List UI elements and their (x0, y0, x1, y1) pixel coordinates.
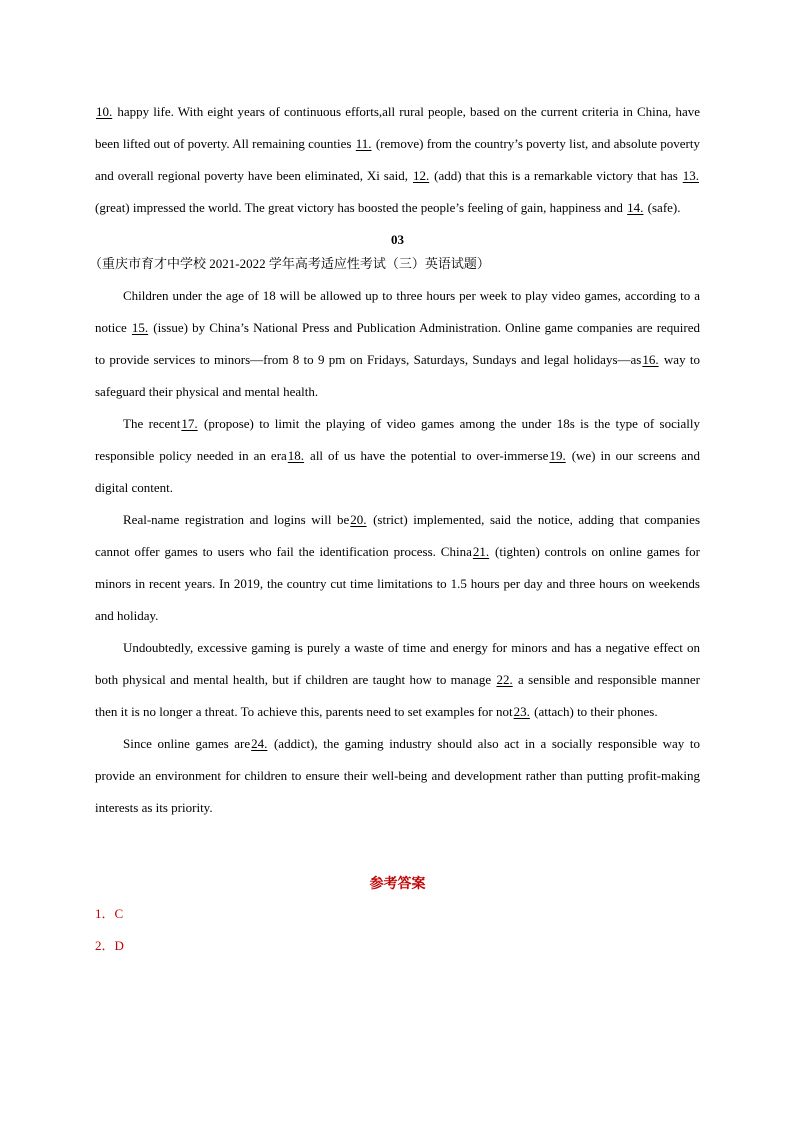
paragraph-4 (95, 632, 700, 728)
blank-10: 10. (96, 104, 113, 119)
blank-22: 22. (496, 672, 513, 687)
text: way to safeguard their physical and mental health. (95, 352, 700, 399)
text: (tighten) controls on online games for minors in recent years. In 2019, the country cut time limitations to 1.5 hours per day and three hours on weekends and holiday. (95, 544, 700, 623)
text: (strict) implemented, said the notice, adding that companies cannot offer games to users who fail the identification process. China (95, 512, 700, 559)
text: (we) in our screens and digital content. (95, 448, 700, 495)
paragraph-1 (95, 280, 700, 408)
text: Real-name registration and logins will be (123, 512, 350, 527)
paragraph-5 (95, 728, 700, 824)
text: (safe). (644, 200, 681, 215)
blank-15: 15. (131, 320, 149, 335)
text: a sensible and responsible manner then it is no longer a threat. To achieve this, parents need to set examples for not (95, 672, 700, 719)
text: Undoubtedly, excessive gaming is purely a waste of time and energy for minors and has a negative effect on both physical and mental health, but if children are taught how to manage (95, 640, 700, 687)
text: happy life. With eight years of continuous efforts,all rural people, based on the current criteria in China, have been lifted out of poverty. All remaining counties (95, 104, 700, 151)
text: (attach) to their phones. (530, 704, 658, 719)
blank-14: 14. (627, 200, 644, 215)
text: (add) that this is a remarkable victory that has (430, 168, 682, 183)
answer-item: 2．D (95, 938, 124, 953)
blank-21: 21. (472, 544, 490, 559)
paragraph-3 (95, 504, 700, 632)
document-page (89, 96, 701, 962)
blank-24: 24. (251, 736, 268, 751)
answer-key-title: 参考答案 (369, 877, 426, 892)
blank-16: 16. (642, 352, 659, 367)
text: (propose) to limit the playing of video games among the under 18s is the type of socially responsible policy needed in an era (95, 416, 700, 463)
text: (remove) from the country’s poverty list, and absolute poverty and overall regional poverty have been eliminated, Xi said, (95, 136, 700, 183)
blank-17: 17. (181, 416, 198, 431)
blank-18: 18. (287, 448, 305, 463)
blank-12: 12. (412, 168, 430, 183)
section-source: （重庆市育才中学校 2021-2022 学年高考适应性考试（三）英语试题） (89, 256, 490, 271)
paragraph-2 (95, 408, 700, 504)
answer-item: 1．C (95, 906, 124, 921)
text: (addict), the gaming industry should also act in a socially responsible way to provide an environment for children to ensure their well-being and development rather than putting profit-making interests as its priority. (95, 736, 700, 815)
section-number: 03 (391, 232, 404, 247)
blank-23: 23. (513, 704, 530, 719)
text: The recent (123, 416, 181, 431)
blank-11: 11. (355, 136, 372, 151)
text: (issue) by China’s National Press and Publication Administration. Online game companies are required to provide services to minors—from 8 to 9 pm on Fridays, Saturdays, Sundays and legal holidays—as (95, 320, 701, 367)
blank-13: 13. (682, 168, 699, 183)
text: (great) impressed the world. The great victory has boosted the people’s feeling of gain, happiness and (95, 200, 627, 215)
blank-20: 20. (350, 512, 367, 527)
blank-19: 19. (549, 448, 566, 463)
text: Children under the age of 18 will be allowed up to three hours per week to play video games, according to a notice (95, 288, 700, 335)
paragraph-poverty (95, 96, 700, 224)
text: all of us have the potential to over-immerse (305, 448, 549, 463)
text: Since online games are (123, 736, 251, 751)
